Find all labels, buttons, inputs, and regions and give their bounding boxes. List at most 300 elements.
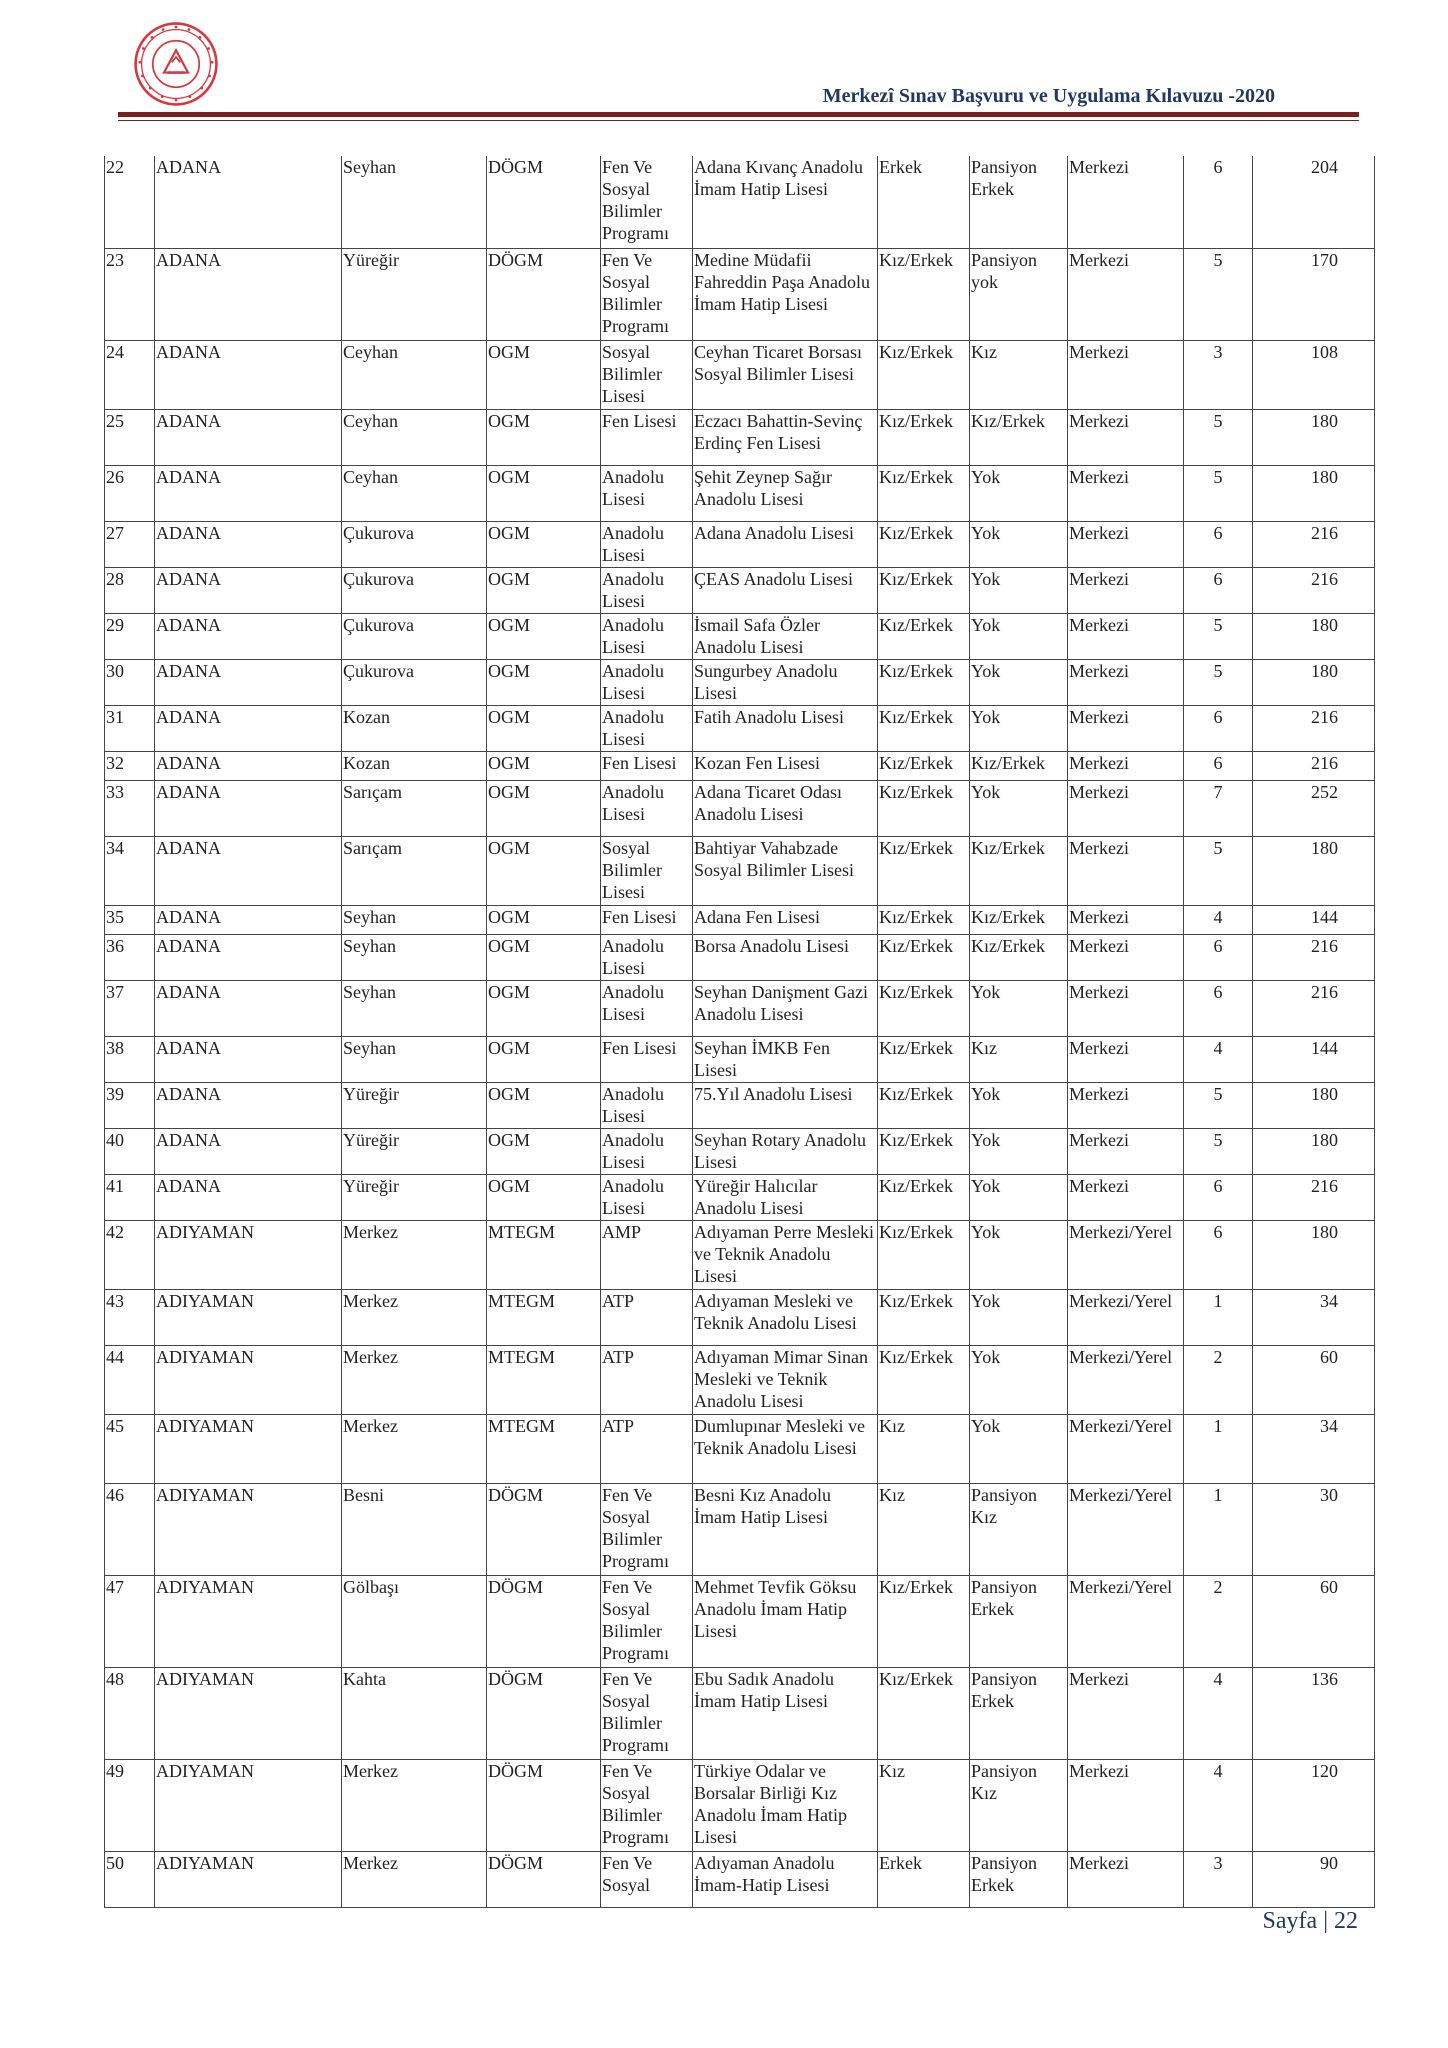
cell-boarding: Yok bbox=[970, 980, 1068, 1036]
cell-placement-type: Merkezi bbox=[1068, 934, 1184, 980]
cell-district: Kahta bbox=[342, 1667, 487, 1759]
table-row bbox=[105, 1289, 1375, 1345]
cell-boarding: Kız/Erkek bbox=[970, 751, 1068, 780]
cell-directorate: DÖGM bbox=[487, 156, 601, 248]
cell-class-count: 4 bbox=[1184, 905, 1253, 934]
cell-directorate: OGM bbox=[487, 567, 601, 613]
cell-quota: 204 bbox=[1253, 156, 1375, 248]
cell-school-name: Medine Müdafii Fahreddin Paşa Anadolu İmam Hatip Lisesi bbox=[693, 248, 878, 340]
cell-school-name: Adana Fen Lisesi bbox=[693, 905, 878, 934]
cell-district: Yüreğir bbox=[342, 1128, 487, 1174]
cell-province: ADANA bbox=[155, 521, 342, 567]
cell-program-type: Anadolu Lisesi bbox=[601, 1082, 693, 1128]
cell-class-count: 6 bbox=[1184, 751, 1253, 780]
cell-row-no: 37 bbox=[105, 980, 155, 1036]
cell-class-count: 6 bbox=[1184, 521, 1253, 567]
cell-program-type: Anadolu Lisesi bbox=[601, 1174, 693, 1220]
cell-directorate: OGM bbox=[487, 705, 601, 751]
cell-placement-type: Merkezi bbox=[1068, 905, 1184, 934]
cell-province: ADANA bbox=[155, 934, 342, 980]
cell-directorate: OGM bbox=[487, 1036, 601, 1082]
cell-gender: Kız/Erkek bbox=[878, 1128, 970, 1174]
table-row bbox=[105, 1220, 1375, 1289]
cell-school-name: İsmail Safa Özler Anadolu Lisesi bbox=[693, 613, 878, 659]
table-row bbox=[105, 705, 1375, 751]
cell-gender: Kız/Erkek bbox=[878, 1082, 970, 1128]
cell-district: Seyhan bbox=[342, 156, 487, 248]
cell-boarding: Yok bbox=[970, 659, 1068, 705]
cell-boarding: Yok bbox=[970, 1082, 1068, 1128]
cell-row-no: 39 bbox=[105, 1082, 155, 1128]
table-row bbox=[105, 659, 1375, 705]
cell-school-name: Eczacı Bahattin-Sevinç Erdinç Fen Lisesi bbox=[693, 409, 878, 465]
cell-gender: Kız/Erkek bbox=[878, 1667, 970, 1759]
cell-quota: 180 bbox=[1253, 1082, 1375, 1128]
cell-district: Yüreğir bbox=[342, 1174, 487, 1220]
cell-district: Seyhan bbox=[342, 1036, 487, 1082]
cell-quota: 216 bbox=[1253, 980, 1375, 1036]
cell-quota: 136 bbox=[1253, 1667, 1375, 1759]
cell-directorate: OGM bbox=[487, 1082, 601, 1128]
cell-gender: Kız bbox=[878, 1759, 970, 1851]
cell-province: ADANA bbox=[155, 905, 342, 934]
cell-placement-type: Merkezi bbox=[1068, 1174, 1184, 1220]
cell-district: Kozan bbox=[342, 705, 487, 751]
cell-gender: Erkek bbox=[878, 156, 970, 248]
cell-directorate: OGM bbox=[487, 465, 601, 521]
cell-boarding: Pansiyon Erkek bbox=[970, 156, 1068, 248]
cell-gender: Erkek bbox=[878, 1851, 970, 1907]
cell-directorate: DÖGM bbox=[487, 1483, 601, 1575]
cell-gender: Kız/Erkek bbox=[878, 934, 970, 980]
cell-province: ADIYAMAN bbox=[155, 1667, 342, 1759]
cell-boarding: Yok bbox=[970, 521, 1068, 567]
cell-program-type: Fen Lisesi bbox=[601, 751, 693, 780]
cell-province: ADANA bbox=[155, 659, 342, 705]
cell-school-name: Adana Ticaret Odası Anadolu Lisesi bbox=[693, 780, 878, 836]
cell-placement-type: Merkezi/Yerel bbox=[1068, 1483, 1184, 1575]
cell-province: ADANA bbox=[155, 780, 342, 836]
cell-district: Seyhan bbox=[342, 980, 487, 1036]
cell-gender: Kız/Erkek bbox=[878, 465, 970, 521]
cell-province: ADIYAMAN bbox=[155, 1483, 342, 1575]
cell-district: Merkez bbox=[342, 1414, 487, 1483]
cell-quota: 216 bbox=[1253, 1174, 1375, 1220]
table-row bbox=[105, 409, 1375, 465]
table-row bbox=[105, 836, 1375, 905]
cell-row-no: 42 bbox=[105, 1220, 155, 1289]
cell-class-count: 1 bbox=[1184, 1289, 1253, 1345]
cell-class-count: 5 bbox=[1184, 613, 1253, 659]
school-quota-table bbox=[104, 156, 1374, 1908]
cell-placement-type: Merkezi bbox=[1068, 156, 1184, 248]
cell-school-name: ÇEAS Anadolu Lisesi bbox=[693, 567, 878, 613]
cell-quota: 216 bbox=[1253, 567, 1375, 613]
cell-district: Seyhan bbox=[342, 905, 487, 934]
header-rule-thick bbox=[118, 112, 1359, 117]
cell-directorate: MTEGM bbox=[487, 1345, 601, 1414]
cell-boarding: Pansiyon Erkek bbox=[970, 1667, 1068, 1759]
header-rule-thin bbox=[118, 120, 1359, 121]
cell-boarding: Yok bbox=[970, 567, 1068, 613]
cell-district: Çukurova bbox=[342, 567, 487, 613]
cell-district: Sarıçam bbox=[342, 836, 487, 905]
cell-province: ADIYAMAN bbox=[155, 1575, 342, 1667]
cell-boarding: Yok bbox=[970, 465, 1068, 521]
cell-placement-type: Merkezi/Yerel bbox=[1068, 1414, 1184, 1483]
cell-district: Yüreğir bbox=[342, 248, 487, 340]
cell-class-count: 5 bbox=[1184, 465, 1253, 521]
table-row bbox=[105, 1667, 1375, 1759]
cell-gender: Kız/Erkek bbox=[878, 340, 970, 409]
cell-gender: Kız/Erkek bbox=[878, 780, 970, 836]
cell-boarding: Yok bbox=[970, 613, 1068, 659]
cell-province: ADIYAMAN bbox=[155, 1851, 342, 1907]
cell-placement-type: Merkezi/Yerel bbox=[1068, 1289, 1184, 1345]
cell-program-type: Sosyal Bilimler Lisesi bbox=[601, 836, 693, 905]
cell-directorate: MTEGM bbox=[487, 1220, 601, 1289]
cell-quota: 34 bbox=[1253, 1289, 1375, 1345]
cell-class-count: 5 bbox=[1184, 659, 1253, 705]
cell-row-no: 38 bbox=[105, 1036, 155, 1082]
cell-school-name: Bahtiyar Vahabzade Sosyal Bilimler Lisesi bbox=[693, 836, 878, 905]
cell-row-no: 49 bbox=[105, 1759, 155, 1851]
cell-gender: Kız/Erkek bbox=[878, 1345, 970, 1414]
cell-quota: 180 bbox=[1253, 659, 1375, 705]
cell-gender: Kız bbox=[878, 1414, 970, 1483]
cell-boarding: Kız/Erkek bbox=[970, 409, 1068, 465]
cell-province: ADANA bbox=[155, 836, 342, 905]
cell-province: ADANA bbox=[155, 751, 342, 780]
cell-directorate: OGM bbox=[487, 780, 601, 836]
cell-quota: 108 bbox=[1253, 340, 1375, 409]
cell-class-count: 7 bbox=[1184, 780, 1253, 836]
cell-school-name: Seyhan İMKB Fen Lisesi bbox=[693, 1036, 878, 1082]
cell-placement-type: Merkezi bbox=[1068, 613, 1184, 659]
cell-row-no: 23 bbox=[105, 248, 155, 340]
cell-row-no: 34 bbox=[105, 836, 155, 905]
cell-school-name: Borsa Anadolu Lisesi bbox=[693, 934, 878, 980]
cell-directorate: OGM bbox=[487, 836, 601, 905]
cell-boarding: Pansiyon Erkek bbox=[970, 1851, 1068, 1907]
cell-gender: Kız/Erkek bbox=[878, 751, 970, 780]
cell-program-type: AMP bbox=[601, 1220, 693, 1289]
cell-placement-type: Merkezi bbox=[1068, 567, 1184, 613]
cell-class-count: 6 bbox=[1184, 567, 1253, 613]
cell-row-no: 45 bbox=[105, 1414, 155, 1483]
cell-quota: 60 bbox=[1253, 1575, 1375, 1667]
cell-row-no: 29 bbox=[105, 613, 155, 659]
cell-district: Ceyhan bbox=[342, 409, 487, 465]
cell-boarding: Yok bbox=[970, 1414, 1068, 1483]
cell-class-count: 2 bbox=[1184, 1575, 1253, 1667]
meb-seal-icon bbox=[133, 21, 219, 107]
cell-province: ADANA bbox=[155, 340, 342, 409]
cell-boarding: Kız bbox=[970, 340, 1068, 409]
cell-program-type: ATP bbox=[601, 1289, 693, 1345]
cell-district: Kozan bbox=[342, 751, 487, 780]
table-row bbox=[105, 1082, 1375, 1128]
cell-directorate: OGM bbox=[487, 409, 601, 465]
cell-class-count: 4 bbox=[1184, 1667, 1253, 1759]
cell-gender: Kız/Erkek bbox=[878, 1575, 970, 1667]
cell-boarding: Pansiyon Kız bbox=[970, 1759, 1068, 1851]
cell-directorate: DÖGM bbox=[487, 248, 601, 340]
cell-row-no: 46 bbox=[105, 1483, 155, 1575]
table-row bbox=[105, 905, 1375, 934]
cell-province: ADIYAMAN bbox=[155, 1345, 342, 1414]
cell-school-name: Sungurbey Anadolu Lisesi bbox=[693, 659, 878, 705]
cell-class-count: 4 bbox=[1184, 1759, 1253, 1851]
cell-program-type: Fen Ve Sosyal Bilimler Programı bbox=[601, 1483, 693, 1575]
cell-province: ADIYAMAN bbox=[155, 1220, 342, 1289]
cell-placement-type: Merkezi bbox=[1068, 248, 1184, 340]
cell-directorate: OGM bbox=[487, 340, 601, 409]
cell-program-type: Fen Lisesi bbox=[601, 1036, 693, 1082]
cell-school-name: 75.Yıl Anadolu Lisesi bbox=[693, 1082, 878, 1128]
cell-placement-type: Merkezi bbox=[1068, 465, 1184, 521]
cell-placement-type: Merkezi bbox=[1068, 659, 1184, 705]
cell-placement-type: Merkezi bbox=[1068, 1128, 1184, 1174]
cell-row-no: 22 bbox=[105, 156, 155, 248]
cell-program-type: Anadolu Lisesi bbox=[601, 705, 693, 751]
cell-boarding: Pansiyon Erkek bbox=[970, 1575, 1068, 1667]
table-row bbox=[105, 980, 1375, 1036]
cell-placement-type: Merkezi bbox=[1068, 1082, 1184, 1128]
cell-class-count: 5 bbox=[1184, 1082, 1253, 1128]
cell-program-type: Anadolu Lisesi bbox=[601, 613, 693, 659]
cell-row-no: 26 bbox=[105, 465, 155, 521]
cell-province: ADANA bbox=[155, 1082, 342, 1128]
cell-quota: 144 bbox=[1253, 1036, 1375, 1082]
cell-program-type: Sosyal Bilimler Lisesi bbox=[601, 340, 693, 409]
cell-row-no: 25 bbox=[105, 409, 155, 465]
cell-district: Ceyhan bbox=[342, 340, 487, 409]
cell-directorate: OGM bbox=[487, 905, 601, 934]
cell-gender: Kız/Erkek bbox=[878, 1174, 970, 1220]
table-row bbox=[105, 1174, 1375, 1220]
cell-row-no: 28 bbox=[105, 567, 155, 613]
cell-quota: 90 bbox=[1253, 1851, 1375, 1907]
cell-district: Seyhan bbox=[342, 934, 487, 980]
table-row bbox=[105, 934, 1375, 980]
cell-row-no: 27 bbox=[105, 521, 155, 567]
cell-row-no: 44 bbox=[105, 1345, 155, 1414]
cell-school-name: Adıyaman Anadolu İmam-Hatip Lisesi bbox=[693, 1851, 878, 1907]
cell-province: ADANA bbox=[155, 567, 342, 613]
cell-class-count: 1 bbox=[1184, 1414, 1253, 1483]
cell-directorate: OGM bbox=[487, 980, 601, 1036]
cell-placement-type: Merkezi bbox=[1068, 980, 1184, 1036]
cell-district: Çukurova bbox=[342, 521, 487, 567]
table-row bbox=[105, 567, 1375, 613]
cell-school-name: Türkiye Odalar ve Borsalar Birliği Kız Anadolu İmam Hatip Lisesi bbox=[693, 1759, 878, 1851]
cell-program-type: ATP bbox=[601, 1414, 693, 1483]
cell-row-no: 24 bbox=[105, 340, 155, 409]
cell-row-no: 35 bbox=[105, 905, 155, 934]
cell-district: Merkez bbox=[342, 1289, 487, 1345]
cell-placement-type: Merkezi bbox=[1068, 1759, 1184, 1851]
cell-placement-type: Merkezi/Yerel bbox=[1068, 1220, 1184, 1289]
cell-directorate: OGM bbox=[487, 521, 601, 567]
cell-class-count: 2 bbox=[1184, 1345, 1253, 1414]
cell-quota: 34 bbox=[1253, 1414, 1375, 1483]
cell-directorate: OGM bbox=[487, 751, 601, 780]
cell-district: Gölbaşı bbox=[342, 1575, 487, 1667]
cell-boarding: Yok bbox=[970, 1220, 1068, 1289]
cell-school-name: Dumlupınar Mesleki ve Teknik Anadolu Lisesi bbox=[693, 1414, 878, 1483]
cell-district: Yüreğir bbox=[342, 1082, 487, 1128]
cell-program-type: Fen Ve Sosyal Bilimler Programı bbox=[601, 1667, 693, 1759]
cell-placement-type: Merkezi bbox=[1068, 409, 1184, 465]
table-row bbox=[105, 248, 1375, 340]
cell-boarding: Yok bbox=[970, 1345, 1068, 1414]
cell-quota: 180 bbox=[1253, 836, 1375, 905]
table-row bbox=[105, 521, 1375, 567]
cell-district: Çukurova bbox=[342, 613, 487, 659]
cell-program-type: Anadolu Lisesi bbox=[601, 934, 693, 980]
cell-gender: Kız/Erkek bbox=[878, 980, 970, 1036]
cell-province: ADANA bbox=[155, 1174, 342, 1220]
cell-row-no: 33 bbox=[105, 780, 155, 836]
table-row bbox=[105, 1575, 1375, 1667]
cell-placement-type: Merkezi/Yerel bbox=[1068, 1575, 1184, 1667]
cell-gender: Kız/Erkek bbox=[878, 613, 970, 659]
cell-boarding: Kız/Erkek bbox=[970, 905, 1068, 934]
cell-gender: Kız/Erkek bbox=[878, 659, 970, 705]
cell-program-type: Fen Lisesi bbox=[601, 905, 693, 934]
cell-quota: 252 bbox=[1253, 780, 1375, 836]
cell-program-type: Anadolu Lisesi bbox=[601, 659, 693, 705]
cell-school-name: Fatih Anadolu Lisesi bbox=[693, 705, 878, 751]
cell-row-no: 36 bbox=[105, 934, 155, 980]
cell-quota: 144 bbox=[1253, 905, 1375, 934]
cell-school-name: Adıyaman Mesleki ve Teknik Anadolu Lisesi bbox=[693, 1289, 878, 1345]
cell-placement-type: Merkezi bbox=[1068, 340, 1184, 409]
cell-directorate: OGM bbox=[487, 1128, 601, 1174]
cell-program-type: Fen Lisesi bbox=[601, 409, 693, 465]
cell-province: ADIYAMAN bbox=[155, 1414, 342, 1483]
cell-gender: Kız/Erkek bbox=[878, 1220, 970, 1289]
cell-quota: 170 bbox=[1253, 248, 1375, 340]
table-row bbox=[105, 1414, 1375, 1483]
cell-boarding: Pansiyon yok bbox=[970, 248, 1068, 340]
cell-boarding: Yok bbox=[970, 705, 1068, 751]
cell-directorate: MTEGM bbox=[487, 1414, 601, 1483]
cell-class-count: 6 bbox=[1184, 1220, 1253, 1289]
cell-row-no: 32 bbox=[105, 751, 155, 780]
cell-district: Merkez bbox=[342, 1345, 487, 1414]
cell-row-no: 30 bbox=[105, 659, 155, 705]
cell-school-name: Adıyaman Mimar Sinan Mesleki ve Teknik Anadolu Lisesi bbox=[693, 1345, 878, 1414]
table-row bbox=[105, 1345, 1375, 1414]
cell-class-count: 6 bbox=[1184, 705, 1253, 751]
cell-directorate: DÖGM bbox=[487, 1759, 601, 1851]
cell-district: Ceyhan bbox=[342, 465, 487, 521]
cell-program-type: Fen Ve Sosyal Bilimler Programı bbox=[601, 1575, 693, 1667]
table-row bbox=[105, 340, 1375, 409]
cell-school-name: Kozan Fen Lisesi bbox=[693, 751, 878, 780]
table-row bbox=[105, 1483, 1375, 1575]
cell-boarding: Yok bbox=[970, 1289, 1068, 1345]
cell-gender: Kız/Erkek bbox=[878, 705, 970, 751]
cell-gender: Kız bbox=[878, 1483, 970, 1575]
cell-gender: Kız/Erkek bbox=[878, 1289, 970, 1345]
cell-program-type: Anadolu Lisesi bbox=[601, 780, 693, 836]
cell-school-name: Seyhan Rotary Anadolu Lisesi bbox=[693, 1128, 878, 1174]
cell-class-count: 3 bbox=[1184, 1851, 1253, 1907]
table-row bbox=[105, 1128, 1375, 1174]
cell-directorate: OGM bbox=[487, 613, 601, 659]
cell-placement-type: Merkezi bbox=[1068, 521, 1184, 567]
table-row bbox=[105, 1851, 1375, 1907]
cell-province: ADANA bbox=[155, 1128, 342, 1174]
table-row bbox=[105, 1759, 1375, 1851]
cell-school-name: Şehit Zeynep Sağır Anadolu Lisesi bbox=[693, 465, 878, 521]
cell-boarding: Kız/Erkek bbox=[970, 934, 1068, 980]
table-row bbox=[105, 1036, 1375, 1082]
cell-gender: Kız/Erkek bbox=[878, 836, 970, 905]
cell-school-name: Ceyhan Ticaret Borsası Sosyal Bilimler Lisesi bbox=[693, 340, 878, 409]
table-row bbox=[105, 751, 1375, 780]
cell-quota: 120 bbox=[1253, 1759, 1375, 1851]
cell-placement-type: Merkezi bbox=[1068, 836, 1184, 905]
cell-row-no: 43 bbox=[105, 1289, 155, 1345]
cell-program-type: Fen Ve Sosyal Bilimler Programı bbox=[601, 248, 693, 340]
cell-school-name: Besni Kız Anadolu İmam Hatip Lisesi bbox=[693, 1483, 878, 1575]
cell-class-count: 6 bbox=[1184, 1174, 1253, 1220]
cell-quota: 180 bbox=[1253, 613, 1375, 659]
cell-row-no: 47 bbox=[105, 1575, 155, 1667]
cell-directorate: OGM bbox=[487, 1174, 601, 1220]
cell-province: ADANA bbox=[155, 156, 342, 248]
cell-program-type: Anadolu Lisesi bbox=[601, 1128, 693, 1174]
cell-quota: 216 bbox=[1253, 521, 1375, 567]
cell-row-no: 40 bbox=[105, 1128, 155, 1174]
cell-district: Merkez bbox=[342, 1851, 487, 1907]
cell-program-type: ATP bbox=[601, 1345, 693, 1414]
cell-school-name: Seyhan Danişment Gazi Anadolu Lisesi bbox=[693, 980, 878, 1036]
table-row bbox=[105, 465, 1375, 521]
cell-quota: 30 bbox=[1253, 1483, 1375, 1575]
cell-class-count: 5 bbox=[1184, 248, 1253, 340]
cell-class-count: 5 bbox=[1184, 1128, 1253, 1174]
cell-district: Merkez bbox=[342, 1759, 487, 1851]
cell-school-name: Yüreğir Halıcılar Anadolu Lisesi bbox=[693, 1174, 878, 1220]
cell-row-no: 41 bbox=[105, 1174, 155, 1220]
cell-directorate: DÖGM bbox=[487, 1575, 601, 1667]
cell-boarding: Yok bbox=[970, 1174, 1068, 1220]
cell-boarding: Kız/Erkek bbox=[970, 836, 1068, 905]
cell-province: ADANA bbox=[155, 409, 342, 465]
cell-boarding: Yok bbox=[970, 1128, 1068, 1174]
cell-quota: 216 bbox=[1253, 751, 1375, 780]
cell-program-type: Fen Ve Sosyal bbox=[601, 1851, 693, 1907]
table-row bbox=[105, 156, 1375, 248]
cell-placement-type: Merkezi bbox=[1068, 780, 1184, 836]
cell-directorate: OGM bbox=[487, 659, 601, 705]
cell-class-count: 1 bbox=[1184, 1483, 1253, 1575]
cell-placement-type: Merkezi bbox=[1068, 705, 1184, 751]
table-row bbox=[105, 613, 1375, 659]
cell-quota: 180 bbox=[1253, 1128, 1375, 1174]
cell-gender: Kız/Erkek bbox=[878, 567, 970, 613]
cell-province: ADANA bbox=[155, 465, 342, 521]
document-title: Merkezî Sınav Başvuru ve Uygulama Kılavuzu -2020 bbox=[822, 85, 1275, 107]
cell-school-name: Adıyaman Perre Mesleki ve Teknik Anadolu Lisesi bbox=[693, 1220, 878, 1289]
cell-quota: 60 bbox=[1253, 1345, 1375, 1414]
cell-province: ADIYAMAN bbox=[155, 1289, 342, 1345]
